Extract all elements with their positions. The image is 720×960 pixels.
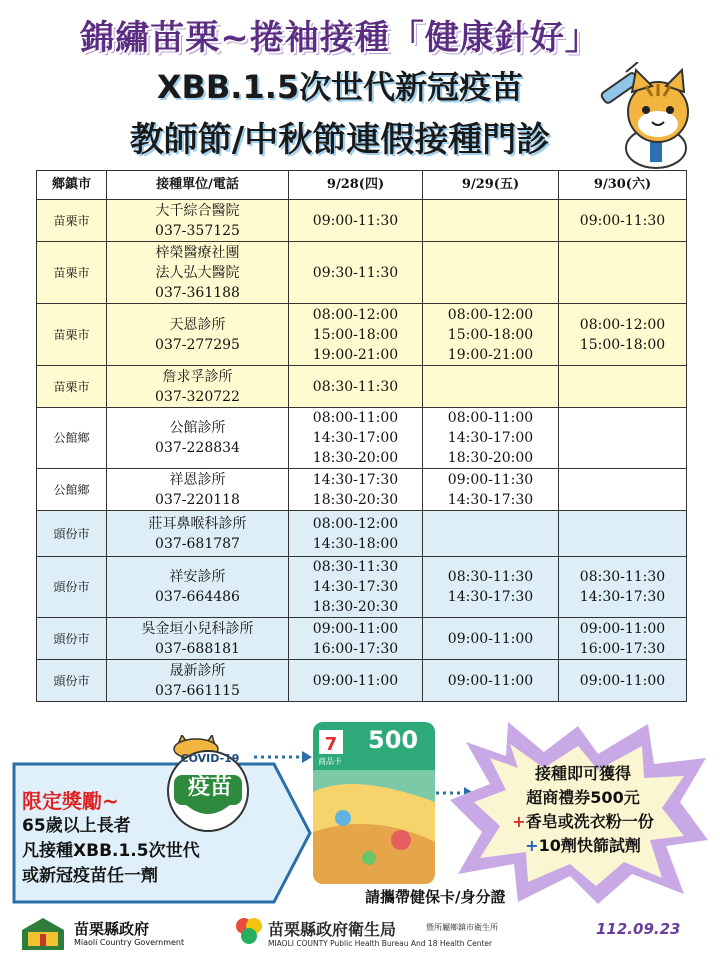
reward-line-3 [478,810,688,834]
time-cell-day-1 [289,557,423,618]
promo-line-1: 65歲以上長者 [22,816,131,836]
time-slot: 08:30-11:30 [579,569,666,585]
clinic-cell [107,304,289,366]
health-bureau-name: 苗栗縣政府衛生局 [268,920,397,939]
clinic-name: 祥恩診所 [169,471,226,488]
time-cell-day-2 [423,408,559,469]
time-cell-day-3 [559,304,687,366]
table-row [37,242,687,304]
clinic-phone: 037-357125 [155,222,240,239]
time-cell-day-2 [423,557,559,618]
header-day-3: 9/30(六) [559,171,687,200]
table-row [37,469,687,511]
no-service-cell [559,366,687,408]
clinic-cell [107,618,289,660]
reward-line-4-text: 10劑快篩試劑 [538,836,641,855]
town-cell: 頭份市 [37,618,107,660]
clinic-phone: 037-681787 [155,535,240,552]
town-cell: 苗栗市 [37,242,107,304]
gift-card-value: 500 [368,726,419,754]
table-row [37,304,687,366]
no-service-cell [423,511,559,557]
time-slot: 09:00-11:00 [312,620,399,637]
time-cell-day-1 [289,200,423,242]
gov-name: 苗栗縣政府 [74,920,150,938]
time-slot: 08:00-11:00 [447,410,534,426]
time-cell-day-2 [423,618,559,660]
time-slot: 14:30-18:00 [312,535,399,552]
time-slot: 08:00-12:00 [312,515,399,532]
time-slot: 09:00-11:00 [579,672,666,689]
time-slot: 14:30-17:30 [312,471,399,488]
time-slot: 18:30-20:30 [312,599,399,615]
vaccine-subtitle: XBB.1.5次世代新冠疫苗 [156,68,524,106]
no-service-cell [559,242,687,304]
clinic-cell [107,408,289,469]
time-slot: 14:30-17:00 [447,430,534,446]
time-cell-day-2 [423,469,559,511]
town-cell: 頭份市 [37,511,107,557]
clinic-cell [107,511,289,557]
time-slot: 09:00-11:30 [447,471,534,488]
time-cell-day-2 [423,304,559,366]
time-slot: 14:30-17:30 [447,589,534,605]
town-cell: 公館鄉 [37,408,107,469]
dotted-arrow-icon [252,750,312,764]
reward-line-3-text: 香皂或洗衣粉一份 [525,812,654,831]
header-town: 鄉鎮市 [37,171,107,200]
reward-text [478,762,688,858]
time-slot: 09:00-11:00 [447,630,534,647]
time-cell-day-1 [289,408,423,469]
cat-doctor-mascot-icon [596,62,706,172]
time-cell-day-1 [289,242,423,304]
time-slot: 09:00-11:00 [312,672,399,689]
promo-line-2: 凡接種XBB.1.5次世代 [22,841,200,861]
promo-line-3: 或新冠疫苗任一劑 [22,866,158,886]
health-bureau-logo-icon [232,914,266,948]
time-slot: 09:00-11:00 [579,620,666,637]
time-cell-day-3 [559,618,687,660]
time-cell-day-3 [559,557,687,618]
clinic-cell [107,366,289,408]
publish-date: 112.09.23 [596,920,681,938]
time-slot: 08:30-11:30 [312,378,399,395]
bring-id-note: 請攜帶健保卡/身分證 [365,888,506,906]
time-cell-day-1 [289,660,423,702]
time-slot: 14:30-17:00 [312,430,399,446]
clinic-phone: 037-688181 [155,640,240,657]
covid-badge-text: 疫苗 [187,775,232,800]
time-slot: 08:00-12:00 [447,306,534,323]
reward-line-4 [478,834,688,858]
town-cell: 頭份市 [37,557,107,618]
clinic-phone: 037-320722 [155,388,240,405]
clinic-cell [107,200,289,242]
time-cell-day-2 [423,660,559,702]
clinic-name: 法人弘大醫院 [155,264,240,281]
time-slot: 18:30-20:30 [312,491,399,508]
clinic-name: 梓榮醫療社團 [155,244,240,261]
time-slot: 15:00-18:00 [447,326,534,343]
vaccination-schedule-table [36,170,687,702]
clinic-name: 吳金垣小兒科診所 [141,620,254,637]
time-slot: 14:30-17:30 [579,589,666,605]
health-bureau-subtitle: 暨所屬鄉鎮市衛生所 [426,923,498,932]
table-row [37,408,687,469]
header-day-2: 9/29(五) [423,171,559,200]
time-slot: 16:00-17:30 [579,640,666,657]
time-slot: 14:30-17:30 [447,491,534,508]
no-service-cell [559,469,687,511]
gift-card-label: 商品卡 [318,757,342,766]
table-row [37,366,687,408]
clinic-name: 祥安診所 [169,569,226,585]
time-slot: 16:00-17:30 [312,640,399,657]
time-slot: 15:00-18:00 [579,336,666,353]
no-service-cell [423,200,559,242]
reward-line-2: 超商禮券500元 [526,788,640,807]
town-cell: 苗栗市 [37,304,107,366]
miaoli-gov-logo-icon [18,916,68,952]
clinic-phone: 037-661115 [155,682,240,699]
time-cell-day-1 [289,469,423,511]
no-service-cell [423,242,559,304]
clinic-phone: 037-664486 [155,589,240,605]
no-service-cell [559,511,687,557]
plus-mark-red: + [512,812,526,831]
clinic-name: 莊耳鼻喉科診所 [148,515,247,532]
town-cell: 苗栗市 [37,366,107,408]
time-cell-day-3 [559,200,687,242]
no-service-cell [559,408,687,469]
clinic-schedule-heading: 教師節/中秋節連假接種門診 [129,120,551,160]
clinic-cell [107,660,289,702]
time-slot: 09:00-11:00 [447,672,534,689]
time-slot: 08:00-11:00 [312,410,399,426]
clinic-name: 天恩診所 [169,316,226,333]
time-cell-day-1 [289,511,423,557]
time-slot: 09:00-11:30 [312,212,399,229]
main-title: 錦繡苗栗~捲袖接種「健康針好」 [80,18,600,58]
reward-line-1: 接種即可獲得 [534,764,631,783]
table-row [37,511,687,557]
header-clinic: 接種單位/電話 [107,171,289,200]
town-cell: 頭份市 [37,660,107,702]
table-row [37,200,687,242]
time-slot: 09:00-11:30 [579,212,666,229]
time-slot: 09:30-11:30 [312,264,399,281]
time-cell-day-1 [289,304,423,366]
time-cell-day-1 [289,366,423,408]
time-slot: 08:30-11:30 [312,559,399,575]
time-slot: 18:30-20:00 [447,450,534,466]
time-cell-day-3 [559,660,687,702]
town-cell: 苗栗市 [37,200,107,242]
clinic-phone: 037-220118 [155,491,240,508]
time-slot: 08:30-11:30 [447,569,534,585]
table-row [37,557,687,618]
time-slot: 15:00-18:00 [312,326,399,343]
covid-badge-label: COVID-19 [180,752,240,765]
clinic-name: 大千綜合醫院 [155,202,240,219]
clinic-name: 公館診所 [169,420,226,436]
clinic-name: 詹求孚診所 [162,368,233,385]
time-slot: 08:00-12:00 [579,316,666,333]
no-service-cell [423,366,559,408]
header-day-1: 9/28(四) [289,171,423,200]
gov-english-name: Miaoli Country Government [74,938,185,947]
time-slot: 19:00-21:00 [447,346,534,363]
table-row [37,660,687,702]
promo-title: 限定獎勵~ [22,789,119,813]
clinic-phone: 037-277295 [155,336,240,353]
time-slot: 18:30-20:00 [312,450,399,466]
clinic-cell [107,557,289,618]
health-bureau-english-name: MIAOLI COUNTY Public Health Bureau And 18 Health Center [268,939,493,948]
clinic-phone: 037-361188 [155,284,240,301]
table-row [37,618,687,660]
time-cell-day-1 [289,618,423,660]
clinic-cell [107,469,289,511]
town-cell: 公館鄉 [37,469,107,511]
time-slot: 19:00-21:00 [312,346,399,363]
time-slot: 14:30-17:30 [312,579,399,595]
plus-mark-blue: + [525,836,539,855]
time-slot: 08:00-12:00 [312,306,399,323]
clinic-name: 晟新診所 [169,662,226,679]
clinic-cell [107,242,289,304]
svg-text:7: 7 [324,734,338,755]
table-header-row [37,171,687,200]
clinic-phone: 037-228834 [155,440,240,456]
